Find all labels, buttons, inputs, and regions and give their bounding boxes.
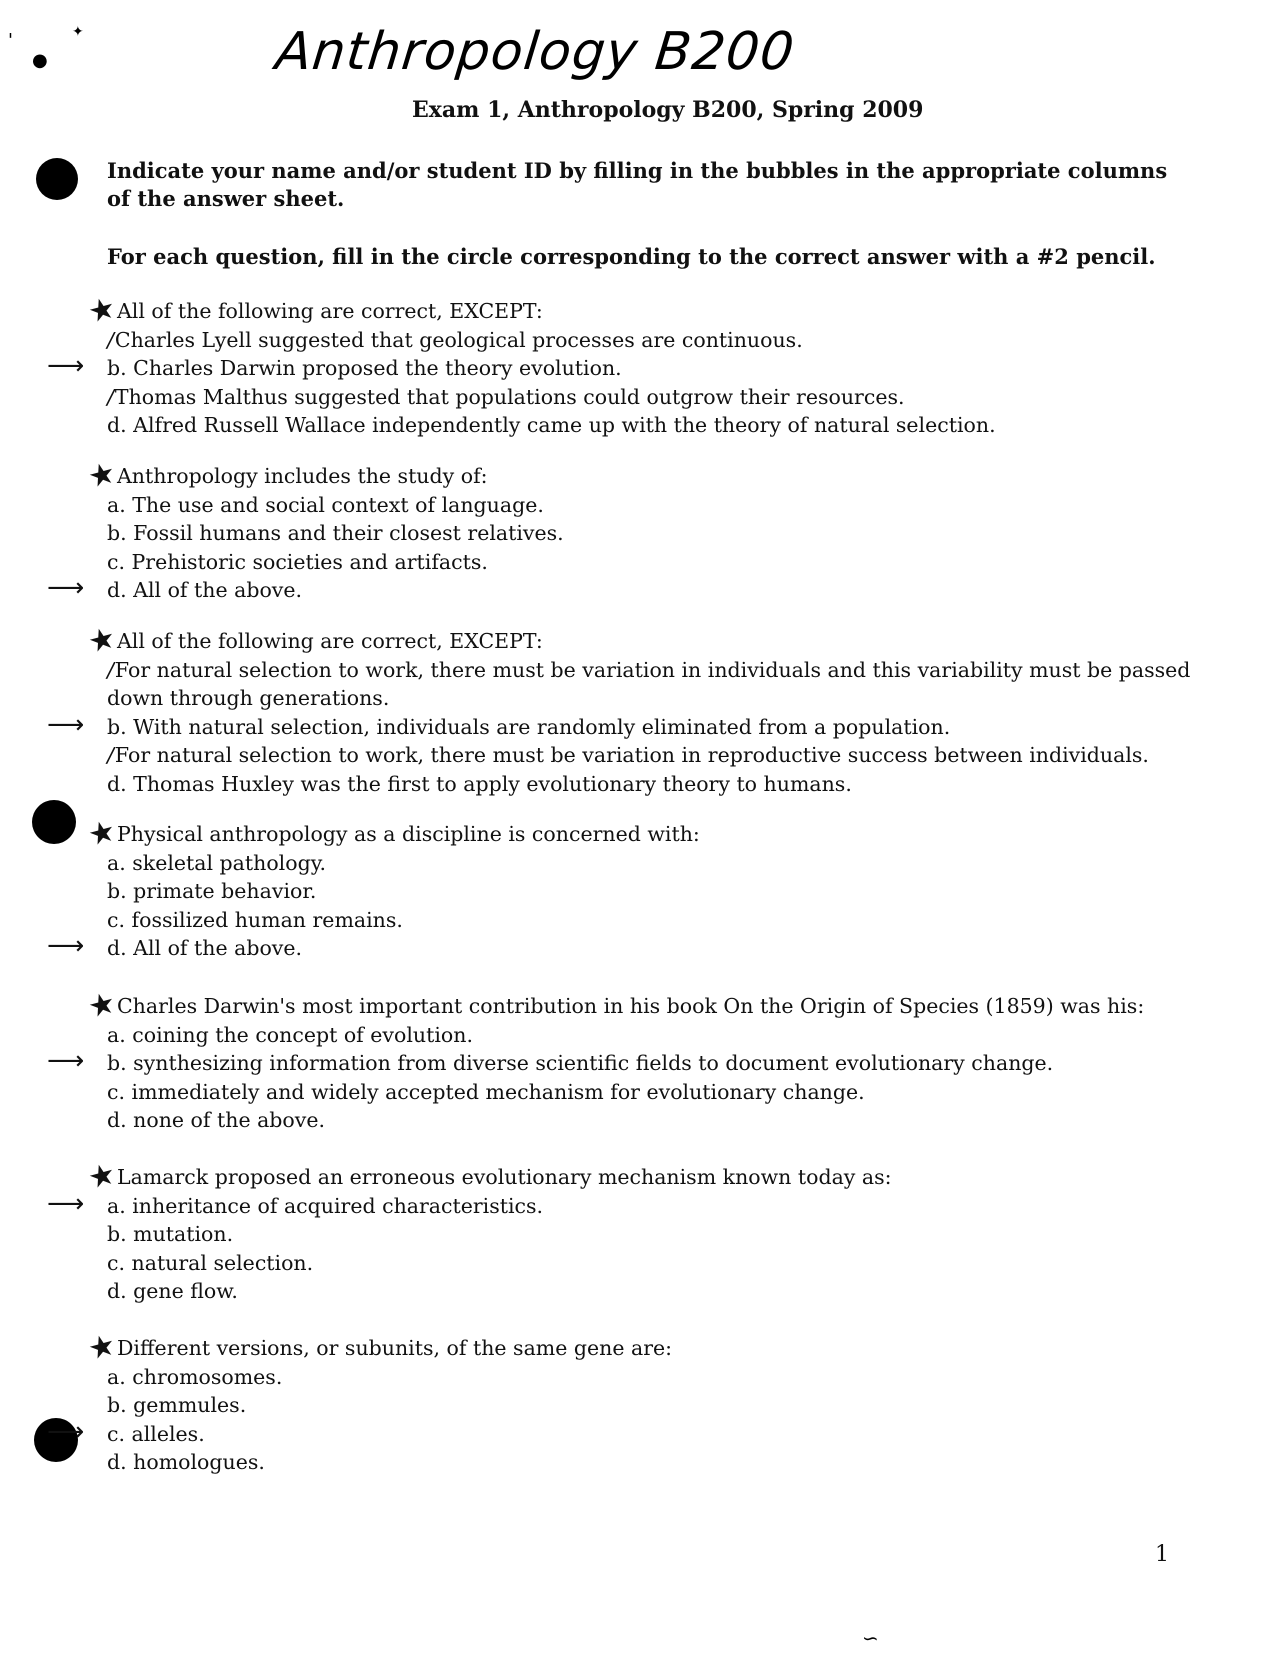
- question-stem: [84, 1156, 1217, 1198]
- option-b: [107, 519, 1217, 548]
- question-stem-text: All of the following are correct, EXCEPT:: [117, 629, 543, 653]
- option-c-text: c. fossilized human remains.: [107, 907, 403, 932]
- option-c-text: c. natural selection.: [107, 1250, 314, 1275]
- question-stem: [84, 1327, 1217, 1369]
- option-a: [107, 326, 1217, 355]
- star-icon: ★: [84, 455, 120, 497]
- option-a: [107, 1363, 1217, 1392]
- option-d: [107, 1448, 1217, 1477]
- option-d: [107, 1277, 1217, 1306]
- option-b: [47, 709, 1217, 742]
- question-stem: [84, 620, 1217, 662]
- option-a: [47, 1188, 1217, 1221]
- arrow-icon: ⟶: [47, 931, 85, 961]
- option-a-text: Charles Lyell suggested that geological processes are continuous.: [114, 327, 803, 352]
- arrow-icon: ⟶: [47, 573, 85, 603]
- option-d: [107, 411, 1217, 440]
- arrow-icon: ⟶: [47, 351, 85, 381]
- star-icon: ★: [84, 813, 120, 855]
- option-b-text: b. primate behavior.: [107, 879, 317, 903]
- question-stem-text: Physical anthropology as a discipline is concerned with:: [117, 822, 700, 846]
- star-icon: ★: [84, 1156, 120, 1198]
- option-a-text: For natural selection to work, there must be variation in individuals and this variability must be passed down through generations.: [107, 657, 1191, 710]
- stray-ink-mark: ✦: [72, 24, 84, 40]
- option-a-text: a. skeletal pathology.: [107, 850, 327, 875]
- option-d-text: d. Alfred Russell Wallace independently came up with the theory of natural selection.: [107, 413, 996, 437]
- question-stem-text: Charles Darwin's most important contribution in his book On the Origin of Species (1859) was his:: [117, 994, 1145, 1018]
- arrow-icon: ⟶: [47, 1188, 85, 1219]
- option-b: [107, 877, 1217, 906]
- option-a-text: a. inheritance of acquired characteristics.: [107, 1193, 544, 1218]
- option-b-text: b. With natural selection, individuals are randomly eliminated from a population.: [107, 714, 951, 739]
- question-5: [47, 985, 1217, 1135]
- stray-ink-mark: ∽: [862, 1626, 879, 1650]
- option-d-text: d. gene flow.: [107, 1279, 238, 1303]
- arrow-icon: ⟶: [47, 1416, 85, 1447]
- handwritten-title: Anthropology B200: [272, 22, 798, 82]
- option-a-text: a. coining the concept of evolution.: [107, 1022, 473, 1047]
- option-b: [47, 1046, 1217, 1078]
- page-number: 1: [1155, 1542, 1169, 1567]
- option-d-text: d. homologues.: [107, 1450, 265, 1474]
- option-a-text: a. The use and social context of language.: [107, 492, 544, 517]
- option-d-text: d. none of the above.: [107, 1108, 326, 1132]
- option-b-text: b. Fossil humans and their closest relatives.: [107, 521, 564, 545]
- strike-mark-icon: ∕: [107, 657, 114, 682]
- option-c: [107, 906, 1217, 935]
- option-d-text: d. All of the above.: [107, 578, 303, 602]
- option-c-text: For natural selection to work, there must be variation in reproductive success between individuals.: [114, 743, 1149, 767]
- option-d: [47, 931, 1217, 963]
- arrow-icon: ⟶: [47, 709, 85, 740]
- question-stem-text: Anthropology includes the study of:: [117, 464, 488, 488]
- option-b: [107, 1220, 1217, 1249]
- question-4: [47, 813, 1217, 963]
- option-d-text: d. All of the above.: [107, 936, 303, 960]
- option-c-text: Thomas Malthus suggested that populations could outgrow their resources.: [114, 384, 905, 409]
- star-icon: ★: [84, 985, 120, 1027]
- punch-hole: [36, 158, 78, 200]
- option-c: [107, 1078, 1217, 1107]
- question-stem-text: Lamarck proposed an erroneous evolutionary mechanism known today as:: [117, 1165, 892, 1189]
- question-stem: [84, 985, 1217, 1027]
- question-stem: [84, 290, 1217, 332]
- option-c: [107, 1249, 1217, 1278]
- star-icon: ★: [84, 620, 120, 662]
- option-c: [107, 383, 1217, 412]
- option-a: [107, 849, 1217, 878]
- punch-hole: [32, 800, 76, 844]
- strike-mark-icon: ∕: [107, 384, 114, 409]
- option-c-text: c. immediately and widely accepted mechanism for evolutionary change.: [107, 1079, 865, 1104]
- option-c-text: c. Prehistoric societies and artifacts.: [107, 549, 488, 574]
- arrow-icon: ⟶: [47, 1046, 85, 1076]
- strike-mark-icon: ∕: [107, 743, 114, 767]
- instruction-name-id: Indicate your name and/or student ID by filling in the bubbles in the appropriate columns of the answer sheet.: [107, 158, 1168, 211]
- strike-mark-icon: ∕: [107, 327, 114, 352]
- question-7: [47, 1327, 1217, 1477]
- star-icon: ★: [84, 1327, 120, 1369]
- option-a-text: a. chromosomes.: [107, 1364, 283, 1389]
- option-d: [107, 1106, 1217, 1135]
- question-2: [47, 455, 1217, 605]
- option-c: [47, 1416, 1217, 1449]
- exam-title: Exam 1, Anthropology B200, Spring 2009: [412, 97, 924, 123]
- option-b-text: b. synthesizing information from diverse scientific fields to document evolutionary change.: [107, 1051, 1054, 1075]
- option-c-text: c. alleles.: [107, 1421, 205, 1446]
- star-icon: ★: [84, 290, 120, 332]
- question-1: [47, 290, 1217, 440]
- option-d: [47, 573, 1217, 605]
- instruction-pencil: For each question, fill in the circle corresponding to the correct answer with a #2 pencil.: [107, 244, 1156, 269]
- option-b: [107, 1391, 1217, 1420]
- option-a: [107, 491, 1217, 520]
- option-a: [107, 1021, 1217, 1050]
- question-6: [47, 1156, 1217, 1306]
- option-b-text: b. mutation.: [107, 1222, 234, 1246]
- question-3: [47, 620, 1217, 798]
- option-c: [107, 741, 1217, 770]
- question-stem-text: Different versions, or subunits, of the same gene are:: [117, 1336, 673, 1360]
- option-a: [107, 656, 1217, 713]
- option-d-text: d. Thomas Huxley was the first to apply evolutionary theory to humans.: [107, 771, 852, 796]
- option-b-text: b. gemmules.: [107, 1393, 247, 1417]
- option-c: [107, 548, 1217, 577]
- question-stem-text: All of the following are correct, EXCEPT:: [117, 299, 543, 323]
- question-stem: [84, 455, 1217, 497]
- option-b-text: b. Charles Darwin proposed the theory evolution.: [107, 356, 622, 380]
- option-d: [107, 770, 1217, 799]
- stray-ink-mark: ': [8, 30, 13, 51]
- question-stem: [84, 813, 1217, 855]
- stray-ink-mark: ●: [32, 50, 48, 71]
- option-b: [47, 351, 1217, 383]
